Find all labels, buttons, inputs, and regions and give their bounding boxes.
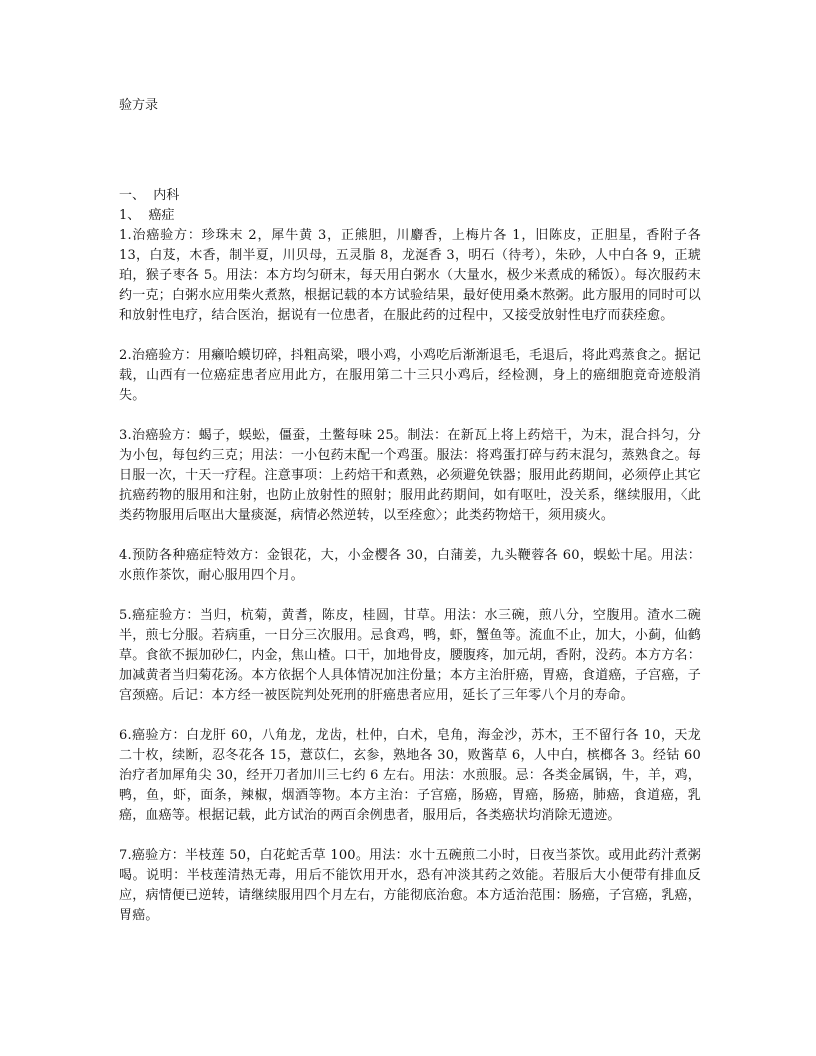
- prescription-paragraph: 7.癌验方：半枝莲 50，白花蛇舌草 100。用法：水十五碗煎二小时，日夜当茶饮。或用此药汁煮粥喝。说明：半枝莲清热无毒，用后不能饮用开水，恐有冲淡其药之效能。若服后大小便带有排血反应，病情便已逆转，请继续服用四个月左右，方能彻底治愈。本方适治范围：肠癌，子宫癌，乳癌，胃癌。: [119, 848, 701, 923]
- prescription-paragraph: 6.癌验方：白龙肝 60，八角龙，龙齿，杜仲，白术，皂角，海金沙，苏木，王不留行各 10，天龙二十枚，续断，忍冬花各 15，薏苡仁，玄参，熟地各 30，败酱草 6，人中白，槟榔各 3。经钴 60 治疗者加犀角尖 30，经开刀者加川三七约 6 左右。用法：水煎服。忌：各类金属锅，牛，羊，鸡，鸭，鱼，虾，面条，辣椒，烟酒等物。本方主治：子宫癌，肠癌，胃癌，肠癌，肺癌，食道癌，乳癌，血癌等。根据记载，此方试治的两百余例患者，服用后，各类癌状均消除无遗迹。: [119, 728, 701, 823]
- document-body: [119, 186, 701, 946]
- prescription-paragraph: 1.治癌验方：珍珠末 2，犀牛黄 3，正熊胆，川麝香，上梅片各 1，旧陈皮，正胆星，香附子各 13，白芨，木香，制半夏，川贝母，五灵脂 8，龙涎香 3，明石（待考），朱砂，人中白各 9，正琥珀，猴子枣各 5。用法：本方均匀研末，每天用白粥水（大量水，极少米煮成的稀饭）。每次服药末约一克；白粥水应用柴火煮熬，根据记载的本方试验结果，最好使用桑木熬粥。此方服用的同时可以和放射性电疗，结合医治，据说有一位患者，在服此药的过程中，又接受放射性电疗而获痊愈。: [119, 228, 701, 323]
- document-title: 验方录: [119, 98, 159, 113]
- prescription-paragraph: 5.癌症验方：当归，杭菊，黄耆，陈皮，桂圆，甘草。用法：水三碗，煎八分，空腹用。渣水二碗半，煎七分服。若病重，一日分三次服用。忌食鸡，鸭，虾，蟹鱼等。流血不止，加大，小蓟，仙鹤草。食欲不振加砂仁，内金，焦山楂。口干，加地骨皮，腰腹疼，加元胡，香附，没药。本方方名：加减黄者当归菊花汤。本方依据个人具体情况加注份量；本方主治肝癌，胃癌，食道癌，子宫癌，子宫颈癌。后记：本方经一被医院判处死刑的肝癌患者应用，延长了三年零八个月的寿命。: [119, 608, 701, 703]
- prescription-paragraph: 3.治癌验方：蝎子，蜈蚣，僵蚕，土鳖每味 25。制法：在新瓦上将上药焙干，为末，混合抖匀，分为小包，每包约三克；用法：一小包药末配一个鸡蛋。服法：将鸡蛋打碎与药末混匀，蒸熟食之。每日服一次，十天一疗程。注意事项：上药焙干和煮熟，必须避免铁器；服用此药期间，必须停止其它抗癌药物的服用和注射，也防止放射性的照射；服用此药期间，如有呕吐，没关系，继续服用，〈此类药物服用后呕出大量痰涎，病情必然逆转，以至痊愈〉；此类药物焙干，须用痰火。: [119, 428, 701, 523]
- section-heading: 一、 内科: [119, 188, 180, 203]
- subsection-heading: 1、 癌症: [119, 208, 175, 223]
- prescription-paragraph: 4.预防各种癌症特效方：金银花，大，小金樱各 30，白蒲姜，九头鞭蓉各 60，蜈蚣十尾。用法：水煎作茶饮，耐心服用四个月。: [119, 548, 701, 583]
- prescription-paragraph: 2.治癌验方：用癞哈蟆切碎，抖粗高梁，喂小鸡，小鸡吃后渐渐退毛，毛退后，将此鸡蒸食之。据记载，山西有一位癌症患者应用此方，在服用第二十三只小鸡后，经检测，身上的癌细胞竟奇迹般消失。: [119, 348, 701, 403]
